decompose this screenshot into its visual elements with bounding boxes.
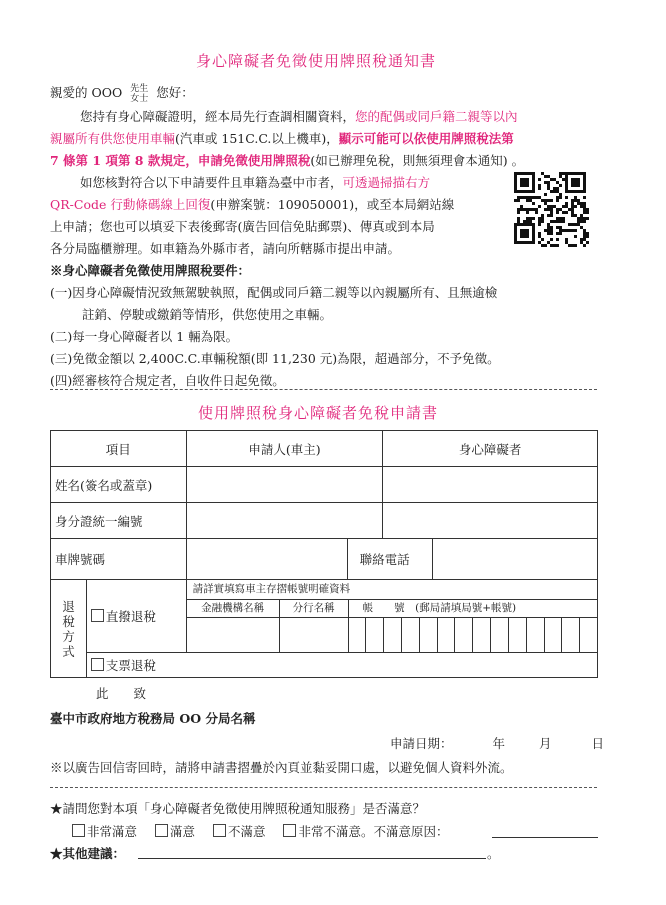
bank-input-row (187, 618, 597, 652)
cut-line (50, 389, 597, 390)
para1-line3 (50, 150, 524, 171)
para1-highlight-bold: 顯示可能可以依使用牌照稅法第 (338, 131, 514, 146)
account-digit-cell[interactable] (545, 618, 563, 652)
suggestion-end: 。 (487, 846, 500, 861)
bank-name-field[interactable] (187, 618, 280, 652)
para1-text: (如已辦理免稅，則無須理會本通知) 。 (310, 153, 525, 168)
para1-highlight: 親屬所有供您使用車輛 (50, 131, 176, 146)
bank-name-header: 金融機構名稱 (187, 600, 280, 617)
greeting-suffix: 您好： (156, 85, 194, 100)
check-refund-label: 支票退稅 (105, 658, 156, 673)
account-digit-cell[interactable] (349, 618, 367, 652)
bank-header-row (187, 600, 597, 618)
date-month[interactable]: 月 (539, 736, 552, 751)
branch-name-field[interactable] (280, 618, 349, 652)
para1-text: 您持有身心障礙證明，經本局先行查調相關資料， (80, 109, 356, 124)
account-header: 帳 號 (郵局請填局號+帳號) (362, 602, 517, 614)
date-year[interactable]: 年 (492, 736, 506, 751)
header-disabled-person: 身心障礙者 (383, 431, 598, 467)
para1-line1 (80, 106, 518, 127)
applicant-name-field[interactable] (186, 467, 383, 503)
honorific (130, 84, 148, 104)
satisfied-checkbox[interactable] (155, 824, 168, 837)
bank-account-block (186, 580, 597, 653)
direct-refund-label: 直撥退稅 (105, 609, 156, 624)
requirement-1: (一)因身心障礙情況致無駕駛執照，配偶或同戶籍二親等以內親屬所有、且無逾檢 (50, 285, 498, 300)
form-title: 使用牌照稅身心障礙者免稅申請書 (198, 404, 439, 422)
satisfied-label: 滿意 (169, 824, 195, 839)
account-digit-cell[interactable] (491, 618, 509, 652)
label-name: 姓名(簽名或蓋章) (51, 467, 187, 503)
direct-refund-checkbox[interactable] (91, 609, 104, 622)
header-item: 項目 (51, 431, 187, 467)
para1-highlight-bold: 7 條第 1 項第 8 款規定，申請免徵使用牌照稅 (50, 153, 311, 168)
account-digit-cell[interactable] (455, 618, 473, 652)
account-digit-cell[interactable] (420, 618, 438, 652)
direct-refund-option[interactable] (86, 580, 186, 653)
account-digit-cell[interactable] (402, 618, 420, 652)
account-digit-cell[interactable] (384, 618, 402, 652)
satisfaction-options (72, 821, 448, 842)
label-plate: 車牌號碼 (51, 539, 187, 580)
unsatisfied-checkbox[interactable] (213, 824, 226, 837)
very-unsatisfied-label: 非常不滿意。不滿意原因： (298, 824, 449, 839)
disabled-id-field[interactable] (383, 503, 598, 539)
date-day[interactable]: 日 (591, 736, 605, 751)
very-unsatisfied-checkbox[interactable] (283, 824, 296, 837)
notice-title: 身心障礙者免徵使用牌照稅通知書 (196, 52, 437, 70)
para2-line4: 各分局臨櫃辦理。如車籍為外縣市者，請向所轄縣市提出申請。 (50, 241, 401, 256)
unsatisfied-reason-field[interactable] (492, 837, 598, 838)
account-digit-cell[interactable] (366, 618, 384, 652)
greeting (50, 82, 194, 104)
check-refund-option[interactable] (86, 653, 597, 678)
date-label: 申請日期： (390, 736, 453, 751)
para1-line2 (50, 128, 514, 149)
refund-method-label (51, 580, 87, 678)
very-satisfied-checkbox[interactable] (72, 824, 85, 837)
phone-field[interactable] (433, 539, 597, 579)
para1-highlight: 您的配偶或同戶籍二親等以內 (355, 109, 518, 124)
suggestion-label: ★其他建議： (50, 846, 126, 861)
account-digit-cell[interactable] (509, 618, 527, 652)
label-id: 身分證統一編號 (51, 503, 187, 539)
applicant-id-field[interactable] (186, 503, 383, 539)
closing-text: 此 致 (96, 686, 147, 701)
para1-text: (汽車或 151C.C.以上機車)， (175, 131, 339, 146)
requirement-3: (三)免徵金額以 2,400C.C.車輛稅額(即 11,230 元)為限，超過部分，不予免徵。 (50, 351, 500, 366)
requirement-4: (四)經審核符合規定者，自收件日起免徵。 (50, 373, 285, 388)
bank-instruction: 請詳實填寫車主存摺帳號明確資料 (187, 580, 597, 600)
application-date (390, 733, 604, 754)
account-digit-cells[interactable] (349, 618, 597, 652)
account-digit-cell[interactable] (473, 618, 491, 652)
recipient-office: 臺中市政府地方稅務局 OO 分局名稱 (50, 711, 256, 726)
qr-code-icon[interactable] (513, 171, 591, 247)
plate-field[interactable] (187, 539, 348, 579)
requirements-title: ※身心障礙者免徵使用牌照稅要件： (50, 263, 251, 278)
honorific-ms: 女士 (130, 93, 149, 104)
honorific-mr: 先生 (130, 83, 149, 94)
header-applicant: 申請人(車主) (186, 431, 383, 467)
suggestion-field[interactable] (138, 858, 486, 859)
branch-name-header: 分行名稱 (280, 600, 349, 617)
unsatisfied-label: 不滿意 (227, 824, 266, 839)
refund-method-text: 退稅方式 (62, 598, 75, 659)
para2-line3: 上申請；您也可以填妥下表後郵寄(廣告回信免貼郵票)、傳真或到本局 (50, 219, 435, 234)
para2-line1 (80, 172, 430, 193)
account-digit-cell[interactable] (438, 618, 456, 652)
account-digit-cell[interactable] (580, 618, 597, 652)
privacy-note: ※以廣告回信寄回時，請將申請書摺疊於內頁並黏妥開口處，以避免個人資料外流。 (50, 760, 513, 775)
para2-text: 如您核對符合以下申請要件且車籍為臺中市者， (80, 175, 343, 190)
very-satisfied-label: 非常滿意 (87, 824, 138, 839)
para2-text: (申辦案號：109050001)，或至本局網站線 (210, 197, 455, 212)
account-digit-cell[interactable] (562, 618, 580, 652)
cut-line-2 (50, 787, 597, 788)
greeting-name: 親愛的 OOO (50, 85, 123, 100)
account-digit-cell[interactable] (527, 618, 545, 652)
label-phone: 聯絡電話 (348, 539, 433, 579)
para2-line2 (50, 194, 454, 215)
plate-phone-row (186, 539, 597, 580)
requirement-2: (二)每一身心障礙者以 1 輛為限。 (50, 329, 239, 344)
application-form-table (50, 430, 598, 678)
qr-code-link-text: QR-Code 行動條碼線上回復 (50, 197, 211, 212)
para2-highlight: 可透過掃描右方 (342, 175, 431, 190)
check-refund-checkbox[interactable] (91, 658, 104, 671)
survey-question: ★請問您對本項「身心障礙者免徵使用牌照稅通知服務」是否滿意？ (50, 801, 426, 816)
disabled-name-field[interactable] (383, 467, 598, 503)
requirement-1-cont: 註銷、停駛或繳銷等情形，供您使用之車輛。 (82, 307, 333, 322)
